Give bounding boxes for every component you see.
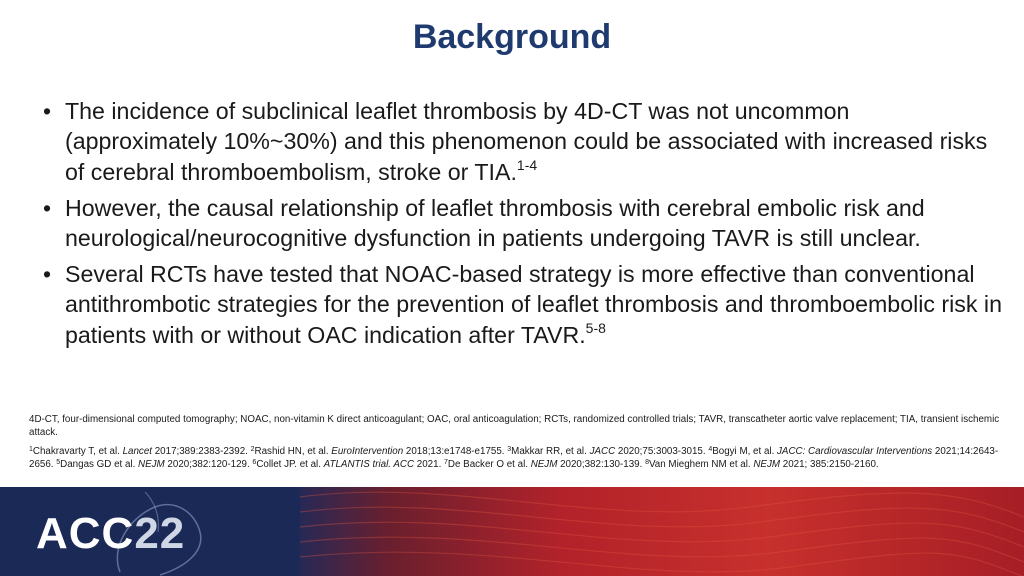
ref-number: 5 bbox=[56, 458, 61, 466]
ref-text: 2020;382:130-139. bbox=[557, 458, 646, 470]
slide-title: Background bbox=[412, 18, 612, 56]
ref-text: Bogyi M, et al. bbox=[712, 446, 778, 457]
ref-number: 8 bbox=[645, 458, 649, 466]
conference-logo bbox=[0, 487, 300, 576]
ref-text: 2017;389:2383-2392. bbox=[152, 446, 251, 457]
ref-number: 1 bbox=[29, 446, 33, 453]
ref-text: De Backer O et al. bbox=[447, 458, 531, 470]
ref-journal: NEJM bbox=[753, 458, 781, 470]
ref-journal: ATLANTIS trial. ACC bbox=[323, 458, 415, 470]
ref-journal: Lancet bbox=[122, 446, 152, 457]
logo-letters: ACC bbox=[36, 509, 135, 558]
ref-text: 2021. bbox=[414, 458, 445, 470]
bullet-text: The incidence of subclinical leaflet thrombosis by 4D-CT was not uncommon (approximately 10%~30%) and this phenomenon could be associated with increased risks of cerebral thromboembolism, stroke or TIA. bbox=[65, 98, 988, 185]
ref-text: 2020;75:3003-3015. bbox=[615, 446, 709, 457]
ref-text: Rashid HN, et al. bbox=[254, 446, 332, 457]
bullet-item bbox=[28, 259, 1003, 350]
bullet-dot: • bbox=[43, 261, 52, 288]
logo-wordmark bbox=[36, 509, 185, 559]
ref-number: 3 bbox=[507, 446, 512, 453]
ref-number: 6 bbox=[252, 458, 257, 466]
ref-journal: JACC bbox=[589, 446, 616, 457]
ref-text: 2021;14:2643-2656. bbox=[29, 446, 999, 470]
bullet-dot: • bbox=[43, 98, 52, 124]
bullet-item bbox=[28, 96, 1003, 187]
ref-text: Van Mieghem NM et al. bbox=[648, 458, 754, 470]
ref-journal: JACC: Cardiovascular Interventions bbox=[777, 446, 933, 457]
bullet-citation: 5-8 bbox=[585, 319, 606, 336]
ref-text: 2021; 385:2150-2160. bbox=[780, 458, 879, 470]
bullet-item bbox=[28, 193, 1003, 254]
ref-journal: NEJM bbox=[530, 458, 558, 470]
ref-text: Makkar RR, et al. bbox=[511, 446, 590, 457]
footer-banner bbox=[0, 487, 1024, 576]
references-footnote bbox=[29, 446, 1004, 471]
ref-number: 2 bbox=[250, 446, 255, 453]
ref-journal: NEJM bbox=[138, 458, 165, 470]
ref-number: 7 bbox=[444, 458, 448, 466]
ref-text: 2020;382:120-129. bbox=[164, 458, 253, 470]
bullet-list bbox=[28, 96, 1003, 356]
bullet-citation: 1-4 bbox=[516, 156, 538, 173]
bullet-text: Several RCTs have tested that NOAC-based strategy is more effective than conventional antithrombotic strategies for the prevention of leaflet thrombosis and thromboembolic risk in patients with or without OAC indication after TAVR. bbox=[65, 261, 1002, 348]
bullet-dot: • bbox=[43, 194, 52, 221]
ref-journal: EuroIntervention bbox=[331, 446, 404, 457]
ref-number: 4 bbox=[708, 446, 713, 453]
ref-text: Collet JP. et al. bbox=[256, 458, 324, 470]
ref-text: Chakravarty T, et al. bbox=[32, 446, 123, 457]
bullet-text: However, the causal relationship of leaflet thrombosis with cerebral embolic risk and neurological/neurocognitive dysfunction in patients undergoing TAVR is still unclear. bbox=[65, 194, 925, 252]
logo-number: 22 bbox=[134, 509, 186, 558]
ref-text: 2018;13:e1748-e1755. bbox=[403, 446, 508, 457]
abbreviations-footnote: 4D-CT, four-dimensional computed tomography; NOAC, non-vitamin K direct anticoagulant; OAC, oral anticoagulation; RCTs, randomized controlled trials; TAVR, transcatheter aortic valve replacement; TIA, transient ischemic attack. bbox=[29, 414, 1000, 438]
ref-text: Dangas GD et al. bbox=[60, 458, 139, 470]
